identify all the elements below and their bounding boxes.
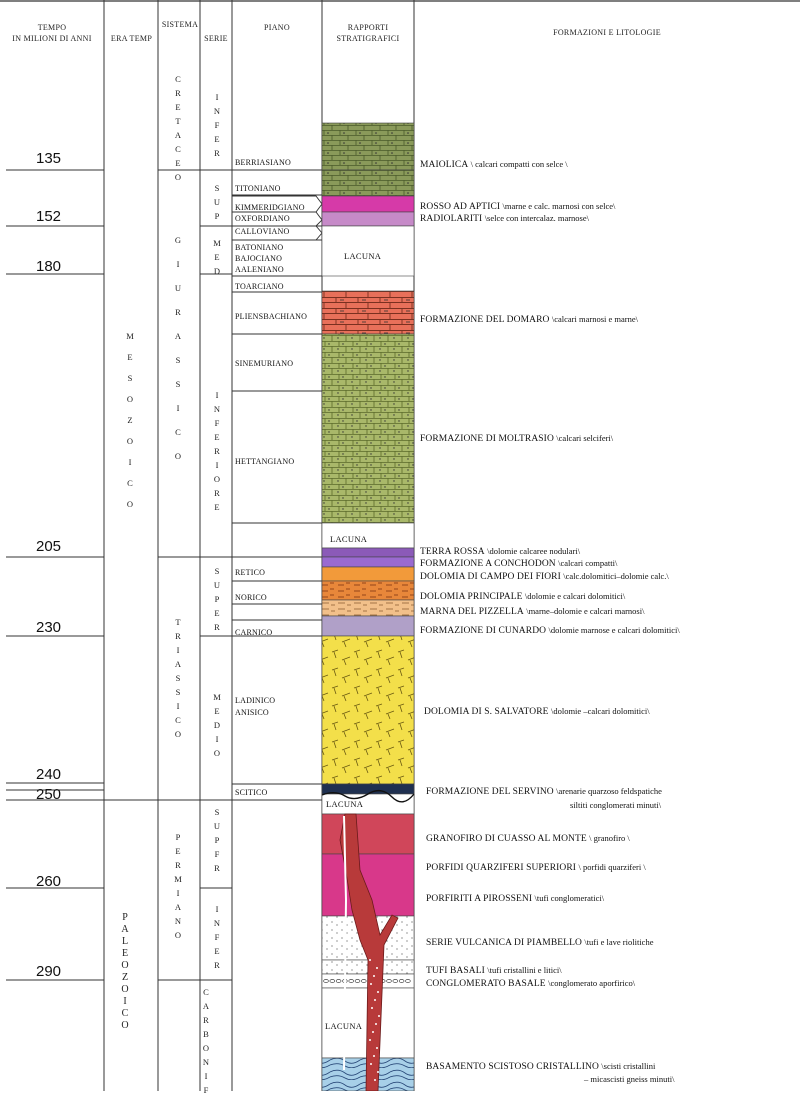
layer-campo-fiori (322, 567, 414, 581)
formation-porfidi-desc: \ porfidi quarziferi \ (578, 862, 646, 872)
formation-servino-name: FORMAZIONE DEL SERVINO (426, 787, 554, 797)
stage-norico: NORICO (235, 593, 267, 602)
formation-salvatore-name: DOLOMIA DI S. SALVATORE (424, 707, 549, 717)
system-triassico: T R I A S S I C O (174, 617, 182, 739)
age-135: 135 (36, 150, 62, 167)
dyke-dot (373, 975, 375, 977)
lacuna-label-2: LACUNA (330, 534, 368, 544)
lacuna-label-4: LACUNA (325, 1021, 363, 1031)
dyke-dot (374, 999, 376, 1001)
formation-radiolariti-name: RADIOLARITI (420, 214, 483, 224)
series-med-giur: M E D (213, 238, 221, 276)
stage-pliensbachiano: PLIENSBACHIANO (235, 312, 308, 321)
system-carbonifero: C A R B O N I F (202, 987, 210, 1095)
stage-toarciano: TOARCIANO (235, 282, 284, 291)
age-152: 152 (36, 208, 62, 225)
stage-batoniano: BATONIANO (235, 243, 284, 252)
stage-berriasiano: BERRIASIANO (235, 158, 291, 167)
system-cretaceo: C R E T A C E O (174, 74, 182, 182)
header-rapporti-line1: RAPPORTI (347, 23, 389, 32)
layer-rosso (322, 196, 414, 212)
formation-conglomerato-desc: \conglomerato aporfirico\ (548, 978, 636, 988)
header-sistema: SISTEMA (161, 20, 199, 29)
formation-conchodon (420, 557, 617, 570)
formation-moltrasio (420, 432, 613, 445)
formation-tufi (426, 964, 562, 977)
formation-granofiro (426, 832, 630, 845)
formation-domaro-desc: \calcari marnosi e marne\ (551, 314, 638, 324)
layer-domaro (322, 291, 414, 334)
header-era: ERA TEMP (110, 34, 153, 43)
stage-oxfordiano: OXFORDIANO (235, 214, 290, 223)
formation-basamento-desc: \scisti cristallini (601, 1061, 656, 1071)
age-180: 180 (36, 258, 62, 275)
formation-maiolica-name: MAIOLICA (420, 160, 469, 170)
lacuna-label-3: LACUNA (326, 799, 364, 809)
stage-hettangiano: HETTANGIANO (235, 457, 295, 466)
formation-servino-desc2: siltiti conglomerati minuti\ (570, 800, 662, 810)
formation-principale-desc: \dolomie e calcari dolomitici\ (524, 591, 626, 601)
formation-servino-desc: \arenarie quarzoso feldspatiche (556, 786, 662, 796)
formation-radiolariti-desc: \selce con intercalaz. marnose\ (484, 213, 589, 223)
era-mesozoico: M E S O Z O I C O (126, 331, 134, 509)
dyke-dot (376, 1047, 378, 1049)
layer-maiolica-lower (322, 170, 414, 196)
layer-principale (322, 581, 414, 600)
age-205: 205 (36, 538, 62, 555)
age-240: 240 (36, 766, 62, 783)
formation-pizzella (420, 605, 644, 618)
formation-rosso-desc: \marne e calc. marnosi con selce\ (502, 201, 616, 211)
dyke-dot (374, 1079, 376, 1081)
formation-basamento-line2 (584, 1073, 674, 1086)
series-infer-cret: I N F E R (213, 92, 221, 158)
stage-ladinico: LADINICO (235, 696, 276, 705)
stage-carnico: CARNICO (235, 628, 273, 637)
layer-radiolariti (322, 212, 414, 226)
formation-principale-name: DOLOMIA PRINCIPALE (420, 592, 523, 602)
formation-porfidi (426, 861, 646, 874)
formation-domaro (420, 313, 638, 326)
dyke-dot (377, 991, 379, 993)
stage-scitico: SCITICO (235, 788, 268, 797)
layer-granofiro (322, 814, 414, 854)
formation-salvatore (424, 705, 650, 718)
dyke-dot (377, 1071, 379, 1073)
formation-pizzella-name: MARNA DEL PIZZELLA (420, 607, 524, 617)
layer-pizzella (322, 600, 414, 616)
header-rapporti (322, 22, 414, 44)
formation-cunardo (420, 624, 680, 637)
series-inferiore-giur: I N F E R I O R E (213, 390, 221, 512)
formation-basamento-name: BASAMENTO SCISTOSO CRISTALLINO (426, 1062, 599, 1072)
formation-maiolica (420, 158, 568, 171)
system-permiano: P E R M I A N O (174, 832, 182, 940)
formation-granofiro-desc: \ granofiro \ (589, 833, 630, 843)
formation-porfiriti-name: PORFIRITI A PIROSSENI (426, 894, 533, 904)
series-sup-giur: S U P (213, 183, 221, 221)
lacuna-label-1: LACUNA (344, 251, 382, 261)
series-supfr-perm: S U P F R (213, 807, 221, 873)
age-250: 250 (36, 786, 62, 803)
formation-conchodon-desc: \calcari compatti\ (558, 558, 618, 568)
formation-conglomerato (426, 977, 635, 990)
formation-radiolariti (420, 212, 589, 225)
formation-cunardo-desc: \dolomie marnose e calcari dolomitici\ (548, 625, 680, 635)
formation-servino (426, 785, 662, 798)
formation-campo-fiori (420, 570, 669, 583)
stage-aaleniano: AALENIANO (235, 265, 284, 274)
system-giurassico: G I U R A S S I C O (174, 235, 182, 461)
header-tempo-line1: TEMPO (37, 23, 67, 32)
stage-titoniano: TITONIANO (235, 184, 281, 193)
dyke-dot (370, 983, 372, 985)
formation-conglomerato-name: CONGLOMERATO BASALE (426, 979, 546, 989)
dyke-dot (376, 967, 378, 969)
stage-retico: RETICO (235, 568, 266, 577)
stage-calloviano: CALLOVIANO (235, 227, 290, 236)
header-formazioni: FORMAZIONI E LITOLOGIE (553, 28, 661, 37)
formation-pizzella-desc: \marne–dolomie e calcari marnosi\ (526, 606, 645, 616)
formation-cunardo-name: FORMAZIONE DI CUNARDO (420, 626, 547, 636)
dyke-dot (373, 1055, 375, 1057)
dyke-dot (378, 1015, 380, 1017)
stage-kimmeridgiano: KIMMERIDGIANO (235, 203, 305, 212)
formation-conchodon-name: FORMAZIONE A CONCHODON (420, 559, 556, 569)
formation-porfiriti (426, 892, 604, 905)
dyke-dot (369, 1039, 371, 1041)
formation-principale (420, 590, 625, 603)
dyke-dot (375, 1023, 377, 1025)
age-290: 290 (36, 963, 62, 980)
formation-maiolica-desc: \ calcari compatti con selce \ (470, 159, 568, 169)
header-piano: PIANO (264, 23, 290, 32)
header-rapporti-line2: STRATIGRAFICI (336, 34, 400, 43)
layer-salvatore (322, 636, 414, 784)
formation-salvatore-desc: \dolomie –calcari dolomitici\ (550, 706, 650, 716)
formation-piambello-desc: \tufi e lave riolitiche (584, 937, 654, 947)
formation-porfiriti-desc: \tufi conglomeratici\ (534, 893, 605, 903)
header-serie: SERIE (204, 34, 228, 43)
stage-anisico: ANISICO (235, 708, 269, 717)
formation-moltrasio-name: FORMAZIONE DI MOLTRASIO (420, 434, 554, 444)
formation-campo-fiori-desc: \calc.dolomitici–dolomie calc.\ (563, 571, 669, 581)
header-tempo-line2: IN MILIONI DI ANNI (12, 34, 92, 43)
era-paleozoico: P A L E O Z O I C O (121, 912, 129, 1031)
dyke-dot (370, 1063, 372, 1065)
formation-moltrasio-desc: \calcari selciferi\ (556, 433, 614, 443)
dyke-dot (369, 959, 371, 961)
stage-sinemuriano: SINEMURIANO (235, 359, 294, 368)
age-230: 230 (36, 619, 62, 636)
formation-basamento (426, 1060, 655, 1073)
layer-maiolica (322, 123, 414, 170)
series-medio-trias: M E D I O (213, 692, 221, 758)
formation-piambello (426, 936, 653, 949)
formation-tufi-name: TUFI BASALI (426, 966, 485, 976)
formation-servino-line2 (570, 799, 661, 812)
dyke-dot (372, 1031, 374, 1033)
layer-moltrasio (322, 334, 414, 523)
formation-granofiro-name: GRANOFIRO DI CUASSO AL MONTE (426, 834, 587, 844)
formation-tufi-desc: \tufi cristallini e litici\ (487, 965, 562, 975)
formation-rosso-name: ROSSO AD APTICI (420, 202, 501, 212)
formation-terra-rossa-desc: \dolomie calcaree nodulari\ (487, 546, 581, 556)
age-260: 260 (36, 873, 62, 890)
header-tempo (0, 22, 104, 44)
formation-basamento-desc2: – micascisti gneiss minuti\ (584, 1074, 675, 1084)
stage-bajociano: BAJOCIANO (235, 254, 283, 263)
series-super-trias: S U P E R (213, 566, 221, 632)
series-infer-perm: I N F E R (213, 904, 221, 970)
formation-terra-rossa-name: TERRA ROSSA (420, 547, 485, 557)
dyke-dot (371, 1007, 373, 1009)
layer-terra-rossa (322, 548, 414, 557)
formation-piambello-name: SERIE VULCANICA DI PIAMBELLO (426, 938, 582, 948)
layer-conchodon (322, 557, 414, 567)
formation-porfidi-name: PORFIDI QUARZIFERI SUPERIORI (426, 863, 577, 873)
layer-cunardo (322, 616, 414, 636)
formation-domaro-name: FORMAZIONE DEL DOMARO (420, 315, 550, 325)
formation-campo-fiori-name: DOLOMIA DI CAMPO DEI FIORI (420, 572, 561, 582)
